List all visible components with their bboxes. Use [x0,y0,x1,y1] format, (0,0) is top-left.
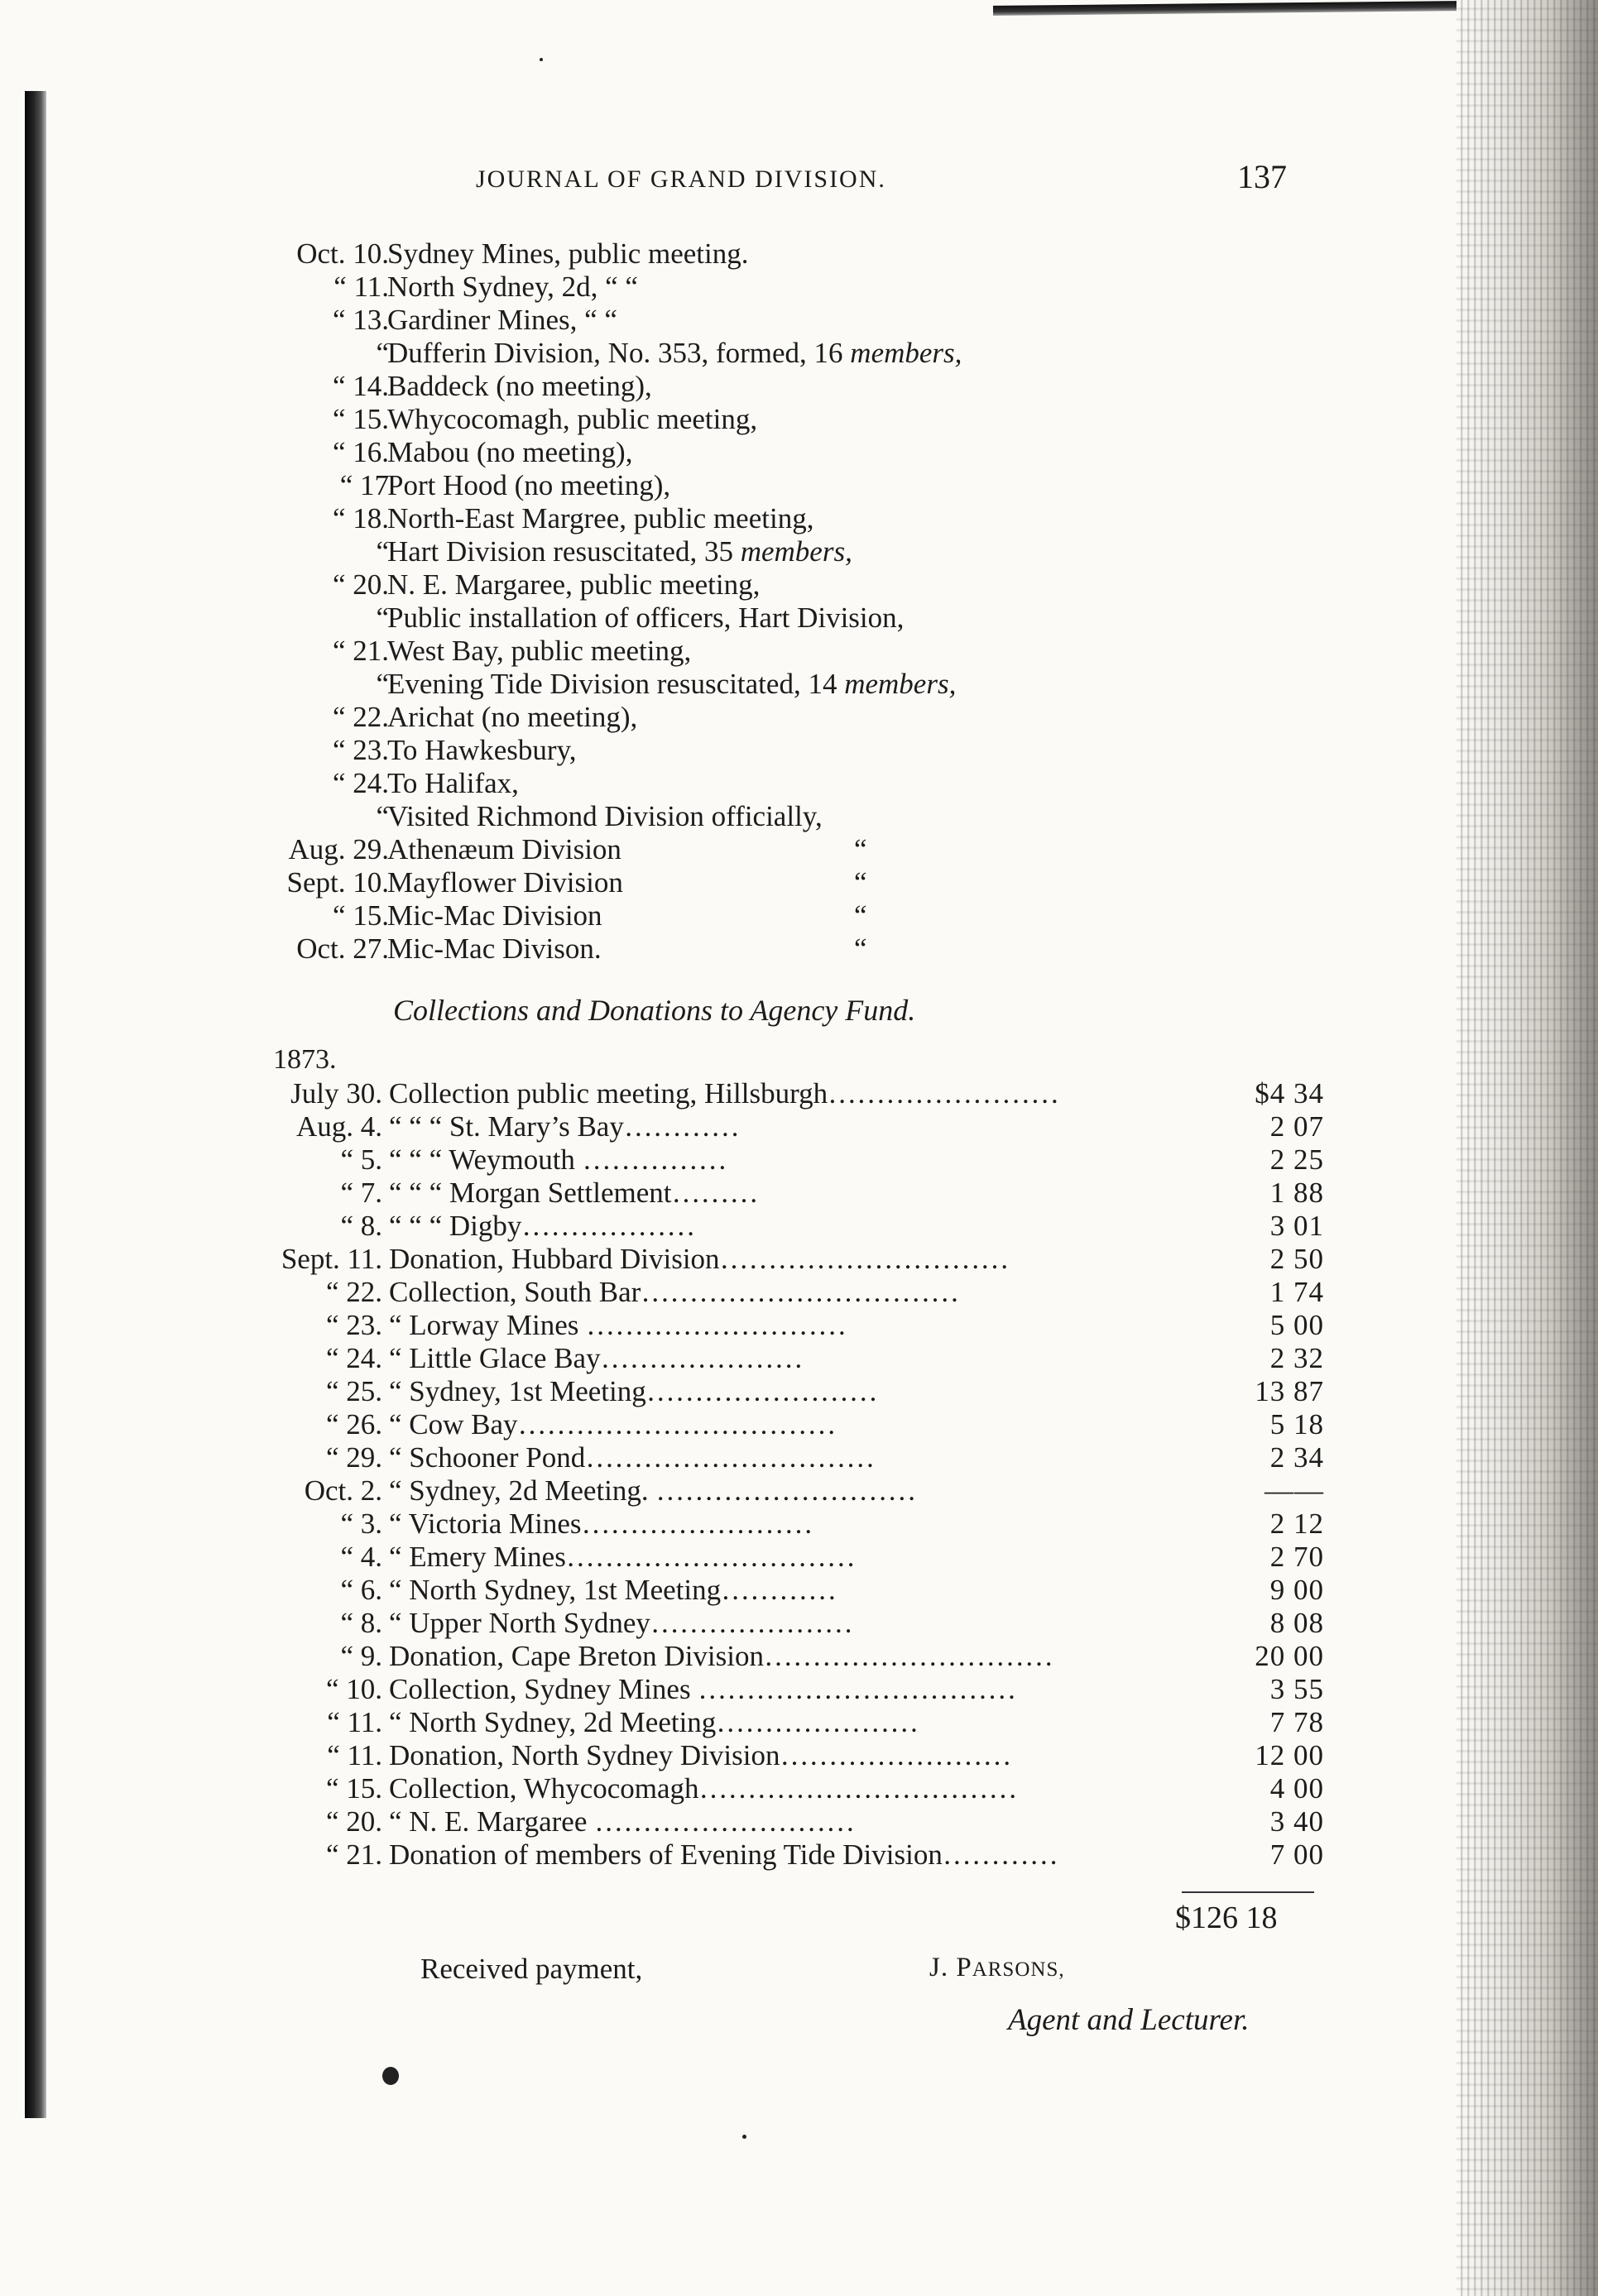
itinerary-row [248,833,1159,866]
itinerary-date: Aug. 29. [288,833,389,865]
ledger-date: “ 10. [325,1673,382,1705]
itinerary-text [387,502,813,535]
ledger-amount: 3 40 [1269,1805,1324,1838]
ledger-description: “ N. E. Margaree ……………………… [389,1805,856,1838]
itinerary-event: Athenæum Division [387,833,621,865]
itinerary-date: “ 14. [332,370,389,402]
agent-title: Agent and Lecturer. [1008,2003,1250,2037]
ledger-date: Oct. 2. [304,1474,382,1507]
itinerary-date: “ 22. [332,701,389,733]
ledger-row [248,1607,1324,1640]
itinerary-event: N. E. Margaree, public meeting, [387,568,761,601]
ledger-description: “ Emery Mines………………………… [389,1541,856,1573]
ledger-row [248,1408,1324,1441]
itinerary-date: “ 20. [332,568,389,601]
ledger-row [248,1309,1324,1342]
itinerary-event: Arichat (no meeting), [387,701,638,733]
ledger-description: Collection public meeting, Hillsburgh…………………… [389,1077,1060,1110]
itinerary-row [248,767,1159,800]
itinerary-event: To Halifax, [387,767,519,799]
ledger-description: Donation, North Sydney Division…………………… [389,1739,1012,1771]
ledger-description: “ Cow Bay…………………………… [389,1408,837,1440]
itinerary-row [248,734,1159,767]
ledger-date: “ 8. [340,1210,382,1242]
itinerary-text [387,237,748,271]
agent-name [929,1953,1065,1983]
itinerary-event: Sydney Mines, public meeting. [387,237,749,270]
itinerary-date: “ 15. [332,403,389,435]
ledger-amount: 1 74 [1269,1276,1324,1308]
ledger-amount: 13 87 [1255,1375,1324,1407]
ledger-amount: $4 34 [1255,1077,1324,1110]
itinerary-row [248,271,1159,304]
ledger-date: “ 23. [325,1309,382,1341]
ledger-date: “ 8. [340,1607,382,1639]
received-payment: Received payment, [420,1953,643,1985]
itinerary-text [387,535,852,568]
agent-name-initial: J. P [929,1953,972,1982]
itinerary-date: Oct. 10. [296,237,389,270]
itinerary-date: Oct. 27. [296,932,389,965]
ledger-amount: 2 50 [1269,1243,1324,1275]
ledger-description: Collection, Whycocomagh…………………………… [389,1772,1018,1805]
itinerary-text [387,668,956,701]
itinerary-date: “ [376,535,389,568]
ledger-description: “ Upper North Sydney………………… [389,1607,853,1639]
itinerary-event: Whycocomagh, public meeting, [387,403,758,435]
itinerary-text [387,800,823,833]
itinerary-text [387,866,623,899]
ledger-description: Donation, Cape Breton Division………………………… [389,1640,1054,1672]
ledger-row [248,1441,1324,1474]
ink-speck [540,58,543,61]
ledger-date: “ 20. [325,1805,382,1838]
itinerary-text [387,469,670,502]
ledger-amount: —— [1264,1474,1324,1507]
itinerary-text [387,271,638,304]
ledger-amount: 2 70 [1269,1541,1324,1573]
itinerary-date: “ 24. [332,767,389,799]
ledger-description: “ “ “ Morgan Settlement……… [389,1177,759,1209]
itinerary-date: Sept. 10. [286,866,389,899]
itinerary-date: “ 16. [332,436,389,468]
ledger-row [248,1243,1324,1276]
itinerary-event: Gardiner Mines, “ “ [387,304,617,336]
itinerary-date: “ 18. [332,502,389,534]
itinerary-text [387,932,602,966]
ledger-date: “ 25. [325,1375,382,1407]
itinerary-row [248,502,1159,535]
itinerary-event: Public installation of officers, Hart Division, [387,602,905,634]
itinerary-event: Visited Richmond Division officially, [387,800,823,832]
itinerary-date: “ [376,602,389,634]
itinerary-row [248,337,1159,370]
ledger-date: “ 21. [325,1838,382,1871]
itinerary-text [387,833,621,866]
ledger-description: Donation, Hubbard Division………………………… [389,1243,1010,1275]
itinerary-row [248,436,1159,469]
ledger-row [248,1375,1324,1408]
ledger-row [248,1805,1324,1838]
itinerary-text [387,403,757,436]
itinerary-text [387,767,519,800]
itinerary-event: To Hawkesbury, [387,734,577,766]
itinerary-row [248,535,1159,568]
ledger-description: “ Lorway Mines ……………………… [389,1309,847,1341]
itinerary-event: Evening Tide Division resuscitated, 14 [387,668,837,700]
itinerary-date: “ [376,668,389,700]
ledger-date: “ 15. [325,1772,382,1805]
ditto-mark: “ [854,899,867,932]
ledger-date: “ 4. [340,1541,382,1573]
ledger-amount: 20 00 [1255,1640,1324,1672]
ledger-date: “ 11. [327,1706,382,1738]
itinerary-event: North-East Margree, public meeting, [387,502,814,534]
ledger-row [248,1342,1324,1375]
ledger-amount: 5 00 [1269,1309,1324,1341]
ledger-description: “ “ “ St. Mary’s Bay………… [389,1110,740,1143]
ledger-amount: 2 32 [1269,1342,1324,1374]
ledger-description: Collection, Sydney Mines …………………………… [389,1673,1017,1705]
ledger-row [248,1574,1324,1607]
ditto-mark: “ [854,866,867,899]
ledger-description: “ Sydney, 1st Meeting…………………… [389,1375,878,1407]
ledger-amount: 2 25 [1269,1143,1324,1176]
itinerary-date: “ [376,800,389,832]
itinerary-event: Mic-Mac Divison. [387,932,602,965]
itinerary-text [387,370,652,403]
ledger-row [248,1210,1324,1243]
ledger-date: Aug. 4. [295,1110,382,1143]
ledger-description: “ North Sydney, 2d Meeting………………… [389,1706,919,1738]
ledger-amount: 2 12 [1269,1507,1324,1540]
ledger-row [248,1706,1324,1739]
ledger-description: Donation of members of Evening Tide Division………… [389,1838,1058,1871]
ledger-description: “ Little Glace Bay………………… [389,1342,804,1374]
itinerary-text [387,304,617,337]
ledger-amount: 2 34 [1269,1441,1324,1474]
ledger-amount: 1 88 [1269,1177,1324,1209]
ledger-row [248,1077,1324,1110]
total-rule [1182,1891,1314,1893]
ledger-amount: 12 00 [1255,1739,1324,1771]
itinerary-text [387,899,602,932]
itinerary-event: Baddeck (no meeting), [387,370,652,402]
ledger-description: “ Schooner Pond………………………… [389,1441,876,1474]
itinerary-row [248,866,1159,899]
section-heading: Collections and Donations to Agency Fund. [393,994,916,1027]
ledger-date: “ 24. [325,1342,382,1374]
ledger-row [248,1541,1324,1574]
itinerary-emphasis: members, [740,535,852,568]
itinerary-row [248,635,1159,668]
itinerary-row [248,304,1159,337]
ditto-mark: “ [854,833,867,865]
running-head: JOURNAL OF GRAND DIVISION. [476,165,886,193]
ledger-date: “ 9. [340,1640,382,1672]
ledger-row [248,1640,1324,1673]
ledger-date: “ 5. [340,1143,382,1176]
itinerary-text [387,436,632,469]
ledger-description: “ North Sydney, 1st Meeting………… [389,1574,837,1606]
itinerary-date: “ 11. [334,271,389,303]
ledger-row [248,1276,1324,1309]
ledger-row [248,1110,1324,1143]
ledger-date: July 30. [290,1077,382,1110]
collections-ledger [248,1077,1324,1872]
ledger-date: “ 3. [340,1507,382,1540]
ledger-date: “ 6. [340,1574,382,1606]
ledger-row [248,1177,1324,1210]
ink-speck [382,2067,399,2085]
itinerary-text [387,602,904,635]
itinerary-event: Hart Division resuscitated, 35 [387,535,733,568]
ledger-amount: 5 18 [1269,1408,1324,1440]
itinerary-row [248,668,1159,701]
itinerary-row [248,932,1159,966]
ledger-date: “ 26. [325,1408,382,1440]
itinerary-event: North Sydney, 2d, “ “ [387,271,638,303]
itinerary-text [387,635,691,668]
itinerary-event: Mayflower Division [387,866,623,899]
ledger-description: “ Victoria Mines…………………… [389,1507,813,1540]
ledger-amount: 8 08 [1269,1607,1324,1639]
book-spine-shadow [25,91,46,2118]
itinerary-text [387,568,760,602]
ledger-amount: 3 55 [1269,1673,1324,1705]
itinerary-date: “ 21. [332,635,389,667]
ledger-row [248,1143,1324,1177]
itinerary-date: “ 17 [339,469,389,501]
ledger-amount: 9 00 [1269,1574,1324,1606]
year-label: 1873. [273,1044,337,1075]
itinerary-emphasis: members, [844,668,957,700]
ledger-description: “ “ “ Digby……………… [389,1210,696,1242]
itinerary-list [248,237,1159,966]
page-fore-edge [1456,0,1598,2296]
ledger-row [248,1673,1324,1706]
ledger-date: Sept. 11. [281,1243,382,1275]
itinerary-row [248,568,1159,602]
ledger-amount: 7 78 [1269,1706,1324,1738]
ledger-row [248,1507,1324,1541]
page-number: 137 [1237,158,1287,195]
itinerary-date: “ 23. [332,734,389,766]
itinerary-text [387,734,577,767]
ledger-date: “ 11. [327,1739,382,1771]
itinerary-event: West Bay, public meeting, [387,635,692,667]
ledger-date: “ 7. [340,1177,382,1209]
itinerary-date: “ 13. [332,304,389,336]
ledger-date: “ 29. [325,1441,382,1474]
ledger-row [248,1474,1324,1507]
ledger-description: “ Sydney, 2d Meeting. ……………………… [389,1474,917,1507]
agent-name-rest: ARSONS, [972,1958,1065,1981]
itinerary-row [248,602,1159,635]
itinerary-date: “ 15. [332,899,389,932]
ledger-description: “ “ “ Weymouth …………… [389,1143,727,1176]
itinerary-row [248,469,1159,502]
itinerary-event: Mabou (no meeting), [387,436,633,468]
itinerary-emphasis: members, [850,337,962,369]
page-top-edge [993,1,1456,16]
ledger-date: “ 22. [325,1276,382,1308]
itinerary-row [248,237,1159,271]
itinerary-event: Port Hood (no meeting), [387,469,671,501]
ledger-amount: 3 01 [1269,1210,1324,1242]
itinerary-row [248,701,1159,734]
ditto-mark: “ [854,932,867,965]
itinerary-row [248,403,1159,436]
ledger-amount: 4 00 [1269,1772,1324,1805]
itinerary-row [248,899,1159,932]
ledger-description: Collection, South Bar…………………………… [389,1276,960,1308]
ledger-row [248,1772,1324,1805]
total-amount: $126 18 [1175,1901,1278,1935]
ink-speck [742,2135,746,2139]
itinerary-row [248,800,1159,833]
ledger-amount: 7 00 [1269,1838,1324,1871]
ledger-row [248,1838,1324,1872]
ledger-row [248,1739,1324,1772]
itinerary-event: Dufferin Division, No. 353, formed, 16 [387,337,843,369]
itinerary-text [387,337,962,370]
itinerary-row [248,370,1159,403]
itinerary-text [387,701,637,734]
itinerary-date: “ [376,337,389,369]
itinerary-event: Mic-Mac Division [387,899,602,932]
ledger-amount: 2 07 [1269,1110,1324,1143]
